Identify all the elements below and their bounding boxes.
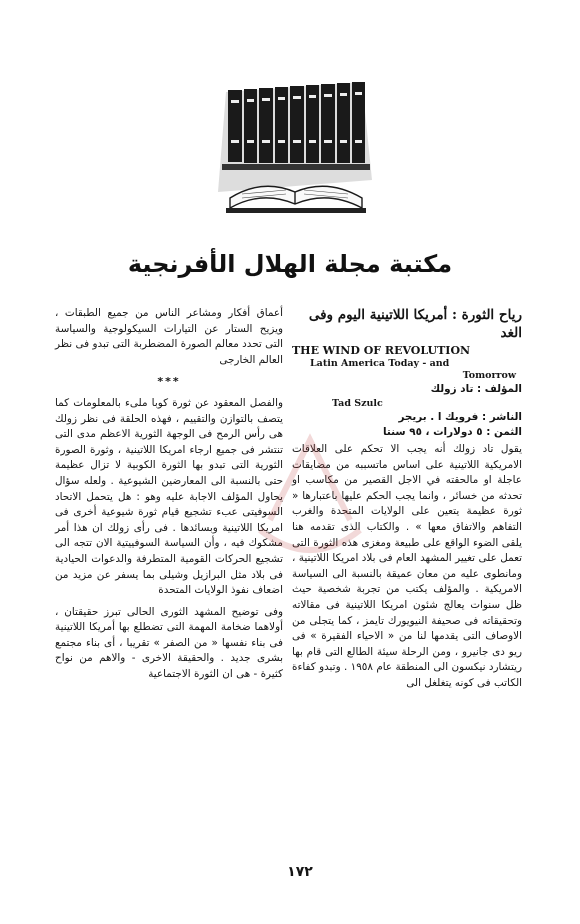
review-paragraph: والفصل المعقود عن ثورة كوبا ملىء بالمعلومات كما يتصف بالتوازن والتقييم ، فهذه الحلقة فى نظر زولك هى رأس الرمح فى الوجهة الثورية الاعظم مدى التى تنتشر فى جميع ارجاء امريكا اللاتينية ، وثورة الصورة الثورية التى تبدو بها الثورة الكوبية لا تزال عظيمة حتى بالنسبة الى المعارضين الشيوعية . ولعله سؤال يحاول المؤلف الاجابة عليه وهو : هل يتحمل الاتحاد السوفيتى عبء تشجيع قيام ثورة شيوعية أخرى فى امريكا اللاتينية وبسائدها . فى رأى زولك ان هذا أمر مشكوك فيه ، وأن السياسة السوفييتية الان تتجه الى تشجيع الحركات القومية المتطرفة والدعوات الحيادية فى بلاد مثل البرازيل وشيلى بما يسفر عن مزيد من اضعاف نفوذ الولايات المتحدة xyxy=(55,396,283,597)
bookshelf-illustration xyxy=(212,80,378,220)
section-title: مكتبة مجلة الهلال الأفرنجية xyxy=(127,250,453,278)
price-line: الثمن : ٥ دولارات ، ٩٥ سنتا xyxy=(383,426,522,438)
author-english: Tad Szulc xyxy=(332,398,383,409)
publisher-line: الناشر : فرويك ا . بريجر xyxy=(398,411,522,423)
author-line: المؤلف : تاد زولك xyxy=(430,383,522,395)
page-number: ١٧٢ xyxy=(287,864,313,880)
book-subtitle-english: Latin America Today - and xyxy=(310,358,450,369)
book-subtitle-english-2: Tomorrow xyxy=(462,370,516,381)
book-title-english: THE WIND OF REVOLUTION xyxy=(292,344,471,357)
watermark-icon xyxy=(210,400,410,600)
book-title-arabic: رياح الثورة : أمريكا اللاتينية اليوم وفى الغد xyxy=(308,307,522,341)
review-paragraph: وفى توضيح المشهد الثورى الحالى تبرز حقيقتان ، أولاهما ضخامة المهمة التى تضطلع بها أمريكا اللاتينية فى بناء نفسها « من الصفر » تقريبا ، أى بناء مجتمع بشرى جديد . والحقيقة الاخرى - والاهم من نواح كثيرة - هى ان الثورة الاجتماعية xyxy=(55,605,283,681)
review-paragraph: يقول تاد زولك أنه يجب الا تحكم على العلاقات الامريكية اللاتينية على اساس ماتسببه من مضايقات عاجلة او مالحقته في الاجل القصير من مكاسب او تحدثه من خسائر ، وانما يجب الحكم عليها باعتبارها « ثورة عظيمة يتعين على الولايات المتحدة والغرب التفاهم والاتفاق معها » . والكتاب الذى تقدمه هنا يلقى الضوء الواقع على طبيعة ومغزى هذه الثورة التى تعمل على تغيير المشهد العام فى بلاد امريكا اللاتينية ، ومانطوى عليه من معان عميقة بالنسبة الى السياسة الامريكية . والمؤلف يكتب من تجربة شخصية حيث ظل سنوات يعالج شئون امريكا اللاتينية فى مقالاته وتحقيقاته فى صحيفة النيويورك تايمز ، كما يتجلى من الاوصاف التى يقدمها لنا من « الاحياء الفقيرة » فى ريو دى جانيرو ، ومن الرحلة سيئة الطالع التى قام بها ريتشارد نيكسون الى المنطقة عام ١٩٥٨ . وتبدو كفاءة الكاتب فى كونه يتغلغل الى xyxy=(292,443,522,689)
review-paragraph: أعماق أفكار ومشاعر الناس من جميع الطبقات ، ويزيح الستار عن التيارات السيكولوجية والسياسة التى تحدد معالم الصورة المضطربة التى تبدو فى نظر العالم الخارجى xyxy=(55,307,283,366)
section-separator: *** xyxy=(157,375,181,389)
